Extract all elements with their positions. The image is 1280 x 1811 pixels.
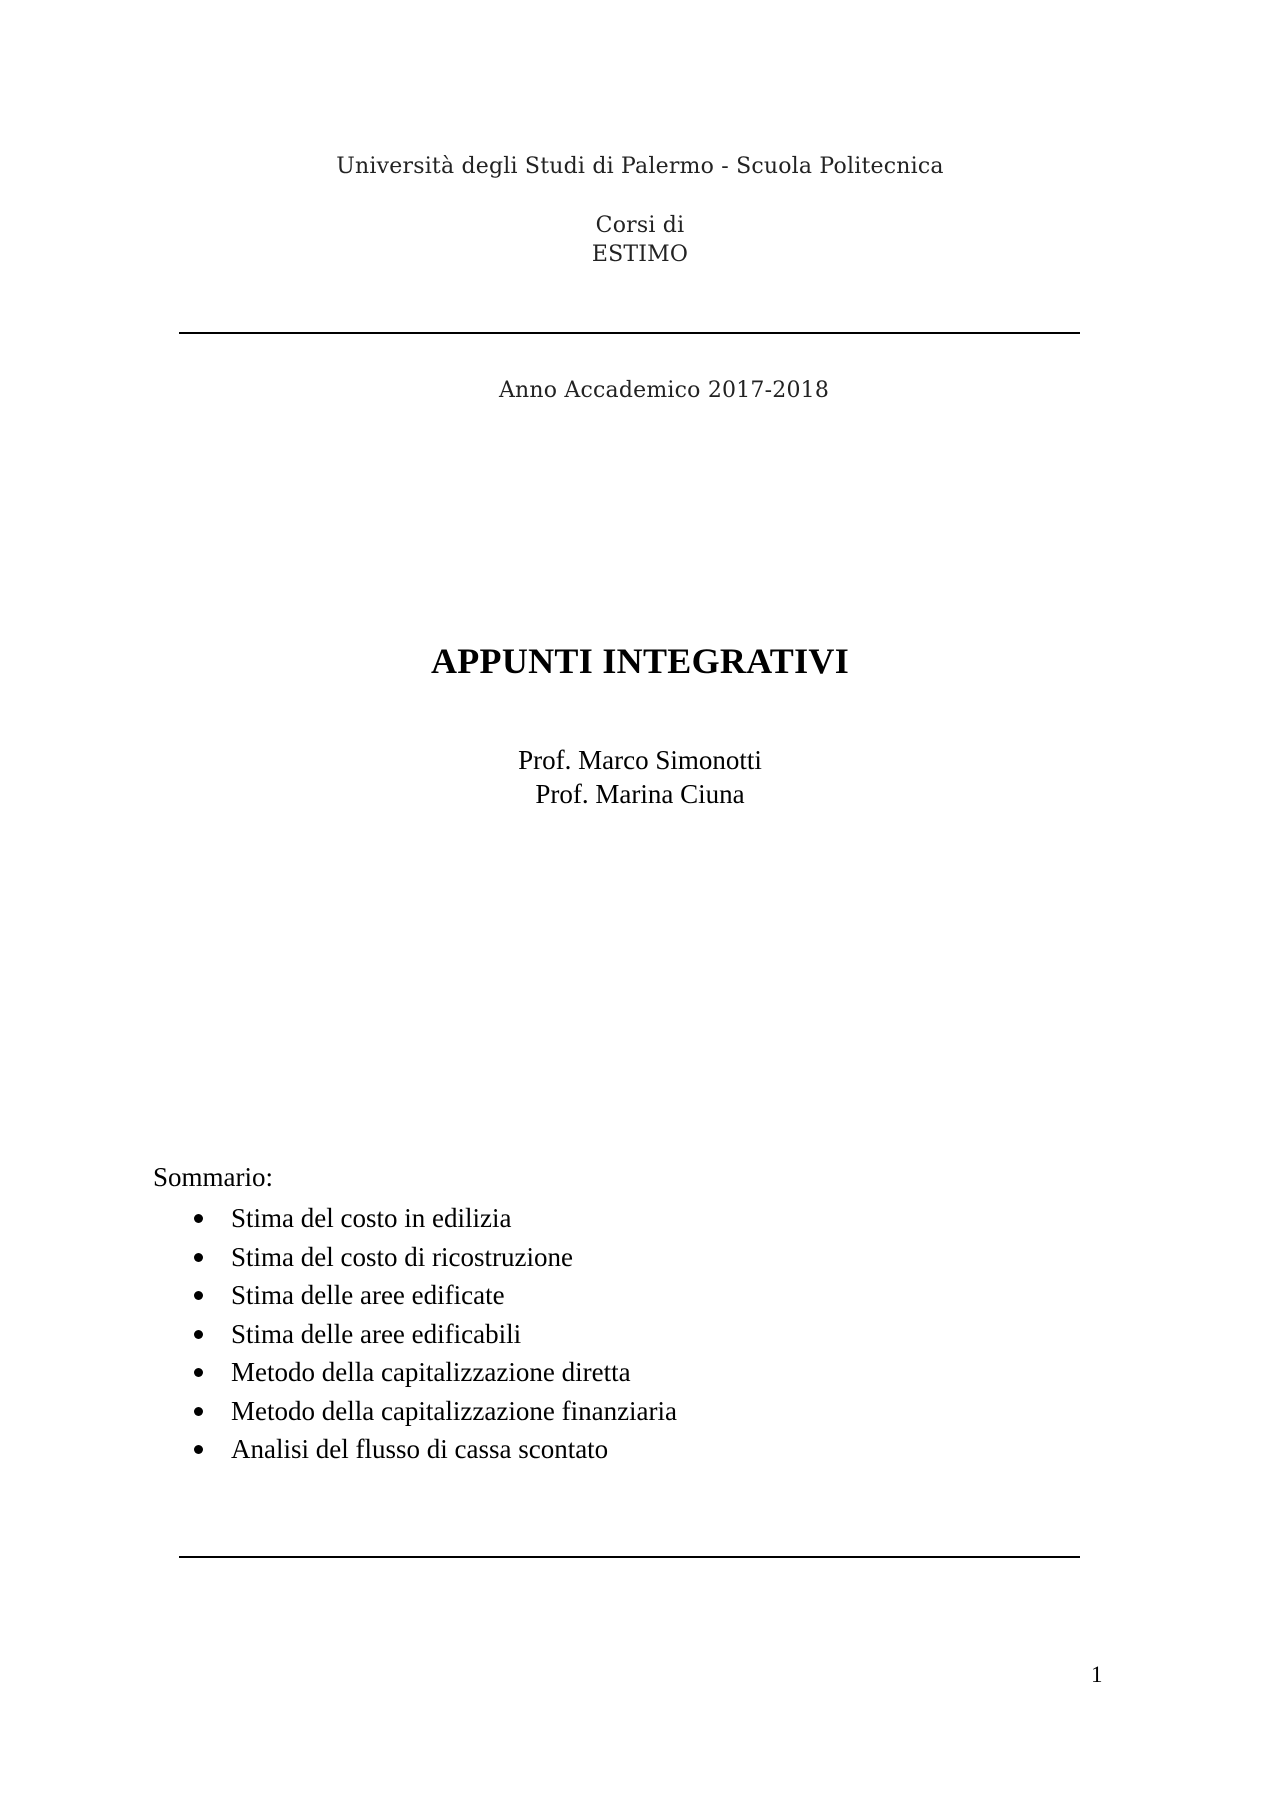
- list-item-text: Stima del costo di ricostruzione: [231, 1241, 573, 1272]
- bullet-icon: [194, 1368, 203, 1377]
- summary-label: Sommario:: [153, 1162, 273, 1192]
- bottom-divider: [179, 1556, 1080, 1558]
- author-2: Prof. Marina Ciuna: [535, 779, 745, 809]
- list-item-text: Metodo della capitalizzazione finanziaria: [231, 1395, 678, 1426]
- list-item-text: Metodo della capitalizzazione diretta: [231, 1357, 631, 1387]
- bullet-icon: [194, 1291, 203, 1300]
- bullet-icon: [194, 1214, 203, 1223]
- bullet-icon: [194, 1330, 203, 1339]
- author-1: Prof. Marco Simonotti: [518, 745, 762, 775]
- academic-year: Anno Accademico 2017-2018: [498, 378, 830, 403]
- list-item-text: Stima delle aree edificate: [231, 1280, 505, 1310]
- page-number: 1: [1091, 1662, 1103, 1687]
- course-name: ESTIMO: [591, 242, 689, 267]
- document-title: APPUNTI INTEGRATIVI: [430, 641, 850, 681]
- bullet-icon: [194, 1253, 203, 1262]
- top-divider: [179, 332, 1080, 334]
- course-prefix: Corsi di: [595, 213, 685, 238]
- list-item-text: Stima delle aree edificabili: [231, 1318, 522, 1349]
- bullet-icon: [194, 1445, 203, 1454]
- list-item-text: Analisi del flusso di cassa scontato: [231, 1434, 609, 1464]
- institution-line: Università degli Studi di Palermo - Scuola Politecnica: [336, 154, 944, 179]
- bullet-icon: [194, 1407, 203, 1416]
- list-item-text: Stima del costo in edilizia: [231, 1203, 512, 1233]
